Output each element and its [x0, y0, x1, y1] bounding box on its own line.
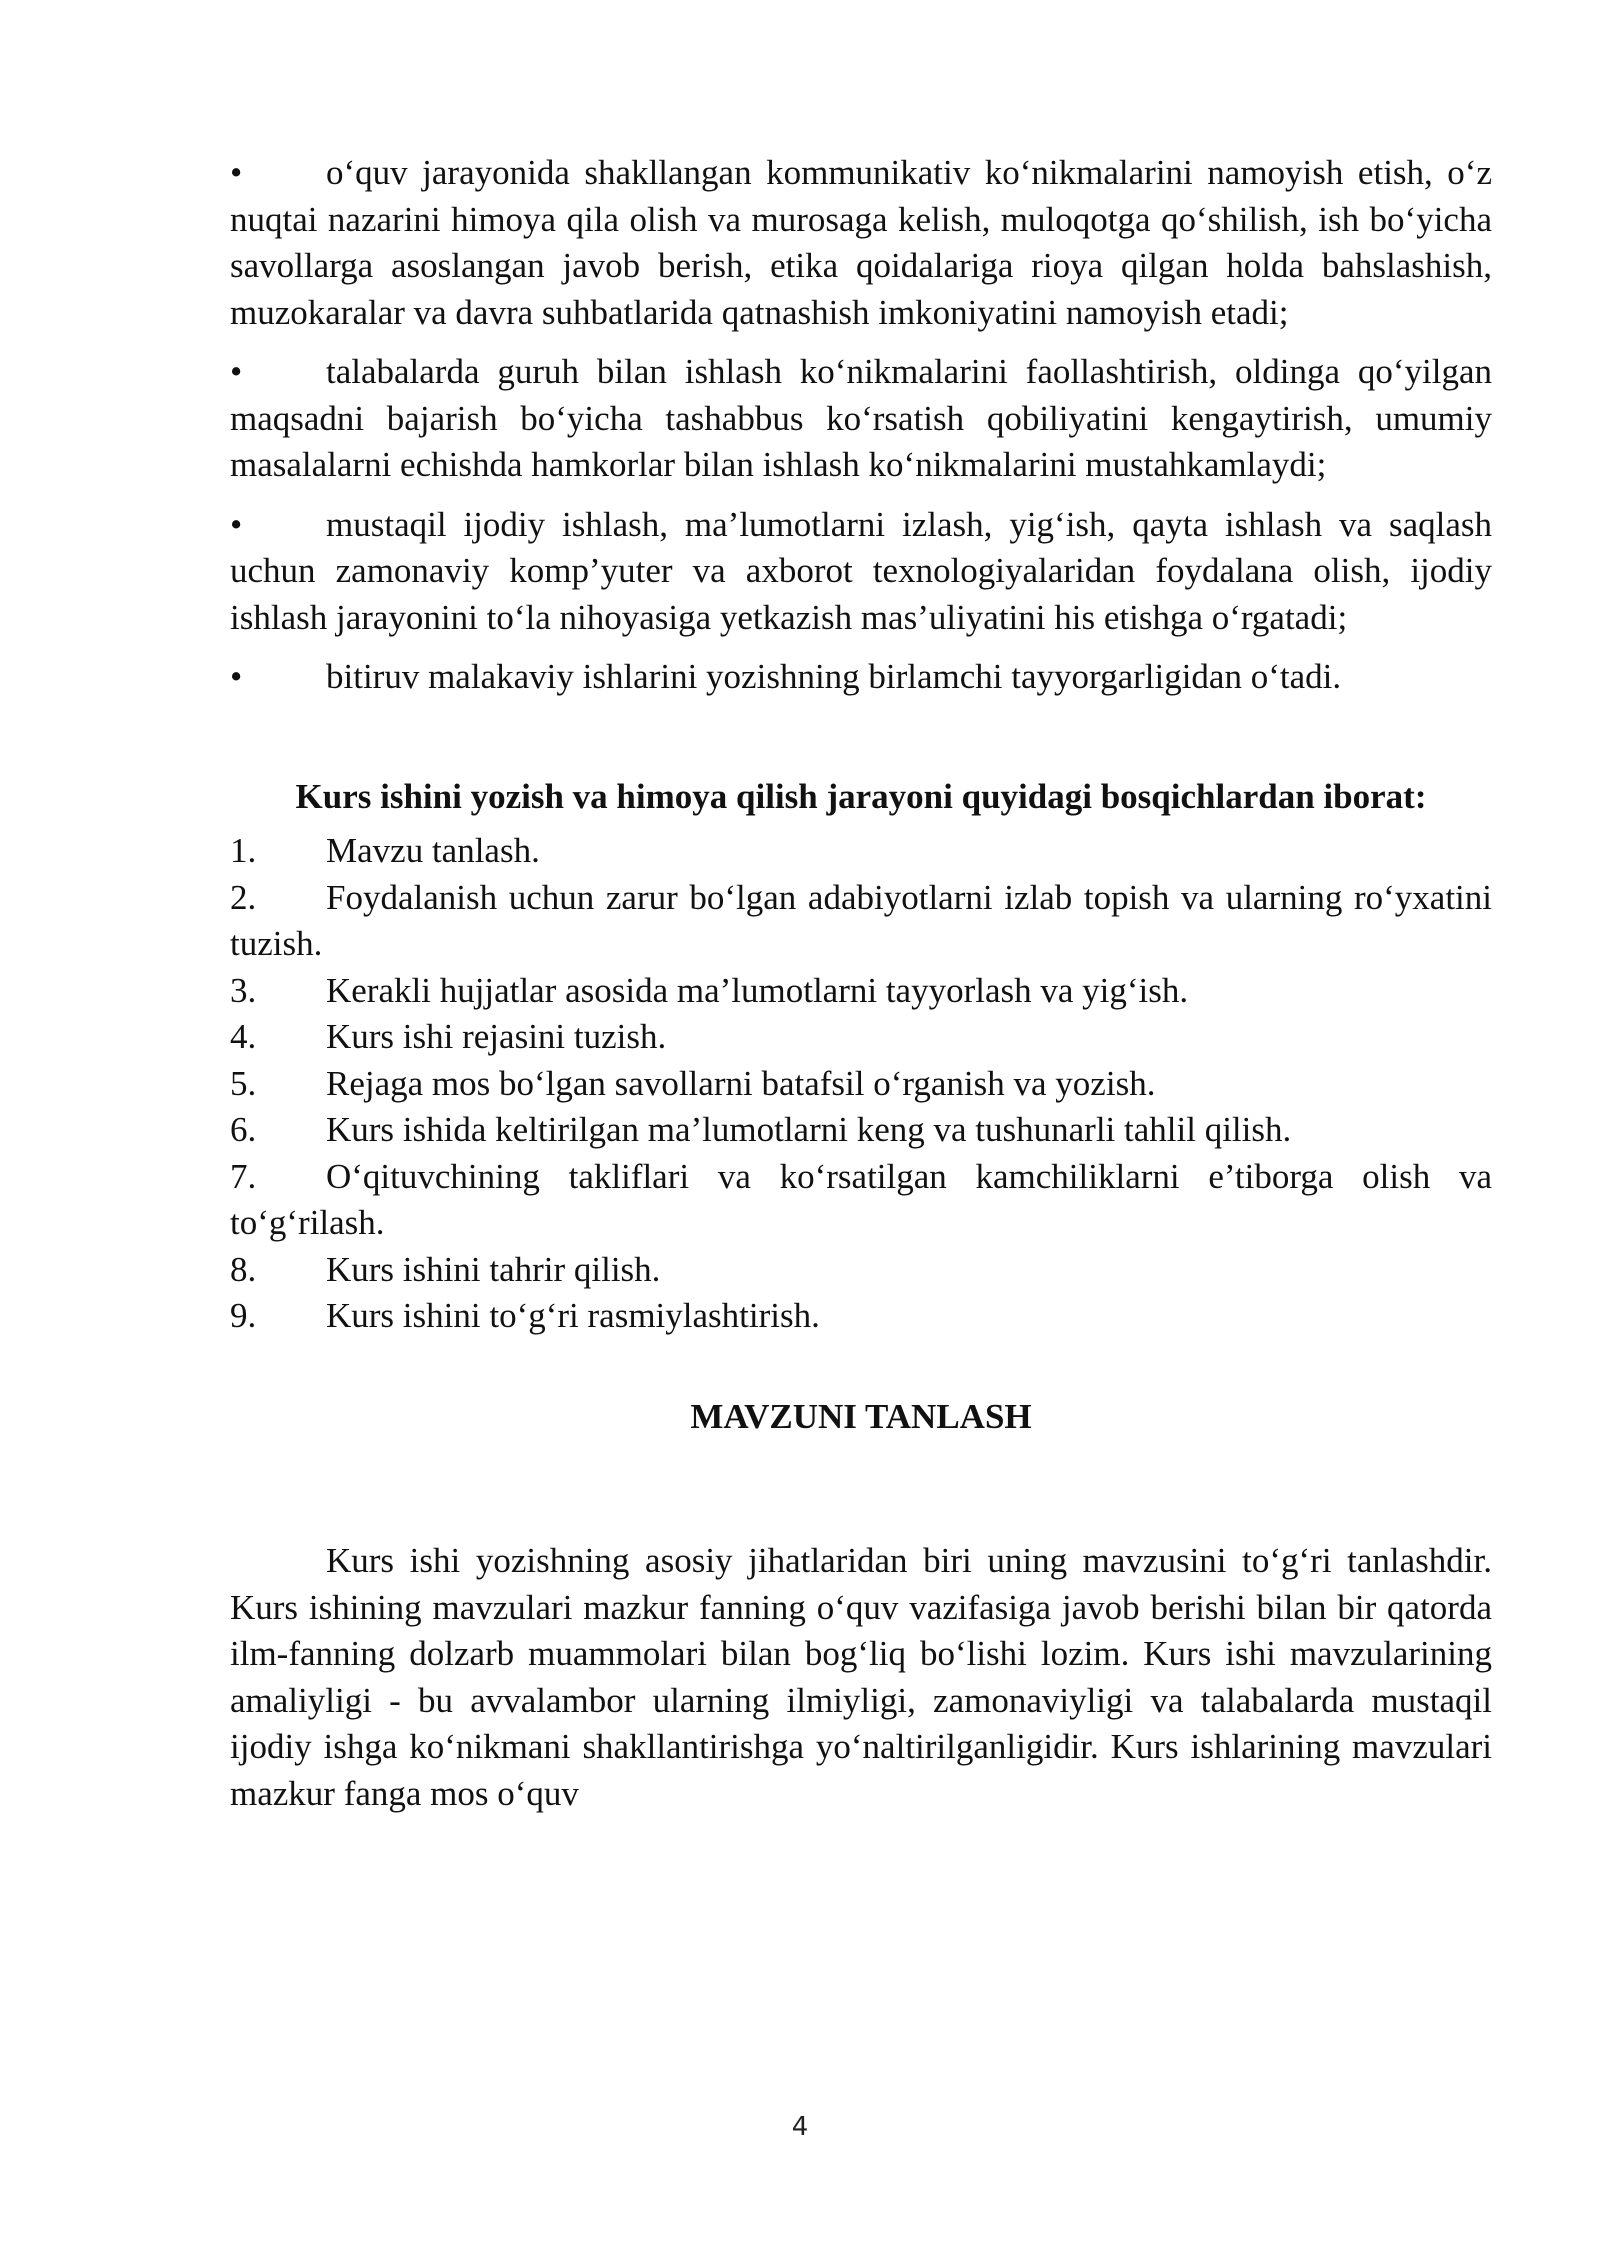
bullet-item	[230, 502, 1492, 642]
item-text: Kurs ishini to‘g‘ri rasmiylashtirish.	[326, 1296, 820, 1335]
bullet-marker: •	[230, 352, 243, 391]
bullet-text: bitiruv malakaviy ishlarini yozishning birlamchi tayyorgarligidan o‘tadi.	[326, 657, 1342, 696]
item-number: 8.	[230, 1249, 257, 1289]
list-item	[230, 1014, 1492, 1061]
item-text: Kurs ishini tahrir qilish.	[326, 1249, 661, 1289]
bullet-list	[230, 150, 1492, 701]
item-number: 5.	[230, 1063, 257, 1103]
bullet-text: mustaqil ijodiy ishlash, ma’lumotlarni izlash, yig‘ish, qayta ishlash va saqlash uchun zamonaviy komp’yuter va axborot texnologiyalaridan foydalana olish, ijodiy ishlash jarayonini to‘la nihoyasiga yetkazish mas’uliyatini his etishga o‘rgatadi;	[230, 504, 1492, 637]
stages-list	[230, 828, 1492, 1340]
bullet-text: talabalarda guruh bilan ishlash ko‘nikmalarini faollashtirish, oldinga qo‘yilgan maqsadni bajarish bo‘yicha tashabbus ko‘rsatish qobiliyatini kengaytirish, umumiy masalalarni echishda hamkorlar bilan ishlash ko‘nikmalarini mustahkamlaydi;	[230, 352, 1492, 484]
item-text: Kurs ishi rejasini tuzish.	[326, 1017, 667, 1056]
item-text: Kerakli hujjatlar asosida ma’lumotlarni tayyorlash va yig‘ish.	[326, 970, 1189, 1010]
bullet-text: o‘quv jarayonida shakllangan kommunikativ ko‘nikmalarini namoyish etish, o‘z nuqtai nazarini himoya qila olish va murosaga kelish, muloqotga qo‘shilish, ish bo‘yicha savollarga asoslangan javob berish, etika qoidalariga rioya qilgan holda bahslashish, muzokaralar va davra suhbatlarida qatnashish imkoniyatini namoyish etadi;	[230, 153, 1492, 332]
page-number: 4	[791, 2112, 809, 2142]
list-item	[230, 1247, 1492, 1294]
list-item	[230, 1061, 1492, 1108]
item-number: 4.	[230, 1017, 257, 1056]
list-item	[230, 1154, 1492, 1247]
list-item	[230, 828, 1492, 875]
item-number: 3.	[230, 970, 257, 1010]
item-text: Mavzu tanlash.	[326, 831, 540, 870]
spacer	[230, 714, 1492, 774]
bullet-marker: •	[230, 153, 243, 192]
item-number: 1.	[230, 831, 257, 870]
bullet-item	[230, 150, 1492, 336]
item-number: 7.	[230, 1156, 257, 1196]
item-text: Rejaga mos bo‘lgan savollarni batafsil o‘rganish va yozish.	[326, 1063, 1156, 1103]
stages-heading: Kurs ishini yozish va himoya qilish jarayoni quyidagi bosqichlardan iborat:	[295, 776, 1427, 816]
list-item	[230, 1293, 1492, 1340]
item-text: Kurs ishida keltirilgan ma’lumotlarni keng va tushunarli tahlil qilish.	[326, 1110, 1292, 1149]
page-content	[230, 150, 1492, 1817]
item-number: 6.	[230, 1110, 257, 1149]
list-item	[230, 968, 1492, 1015]
list-item	[230, 875, 1492, 968]
bullet-marker: •	[230, 657, 243, 696]
section-title: MAVZUNI TANLASH	[690, 1396, 1032, 1436]
list-item	[230, 1107, 1492, 1154]
bullet-item	[230, 349, 1492, 489]
item-text: Foydalanish uchun zarur bo‘lgan adabiyotlarni izlab topish va ularning ro‘yxatini tuzish.	[230, 877, 1492, 963]
item-number: 2.	[230, 877, 257, 917]
item-number: 9.	[230, 1296, 257, 1335]
bullet-item	[230, 654, 1492, 701]
item-text: O‘qituvchining takliflari va ko‘rsatilgan kamchiliklarni e’tiborga olish va to‘g‘rilash.	[230, 1156, 1492, 1242]
body-paragraph: Kurs ishi yozishning asosiy jihatlaridan biri uning mavzusini to‘g‘ri tanlashdir. Kurs ishining mavzulari mazkur fanning o‘quv vazifasiga javob berishi bilan bir qatorda ilm-fanning dolzarb muammolari bilan bog‘liq bo‘lishi lozim. Kurs ishi mavzularining amaliyligi - bu avvalambor ularning ilmiyligi, zamonaviyligi va talabalarda mustaqil ijodiy ishga ko‘nikmani shakllantirishga yo‘naltirilganligidir. Kurs ishlarining mavzulari mazkur fanga mos o‘quv	[230, 1541, 1492, 1813]
bullet-marker: •	[230, 504, 243, 544]
